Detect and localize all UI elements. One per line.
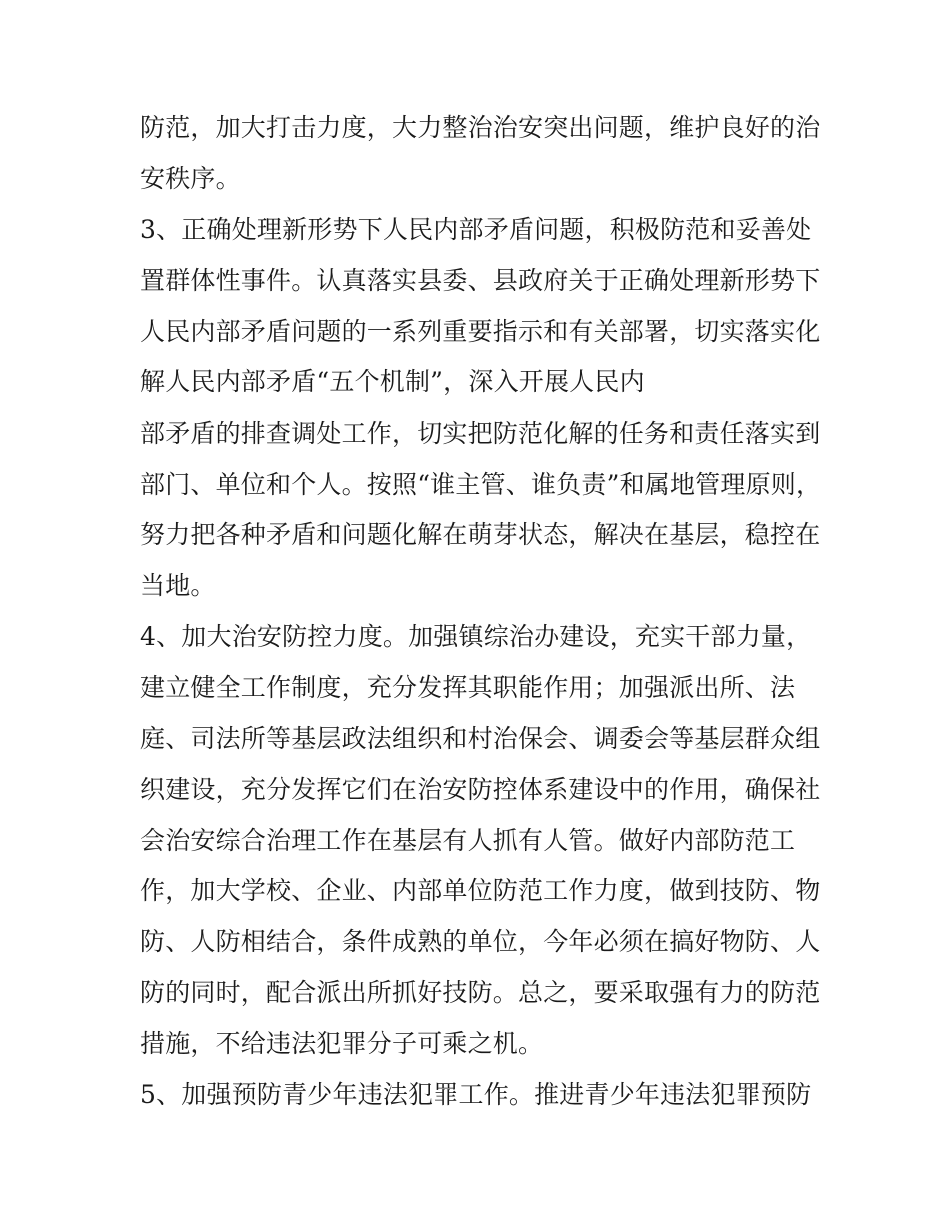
text-line: 庭、司法所等基层政法组织和村治保会、调委会等基层群众组 xyxy=(140,724,821,753)
text-line: 3、正确处理新形势下人民内部矛盾问题，积极防范和妥善处 xyxy=(140,215,812,244)
text-line: 建立健全工作制度，充分发挥其职能作用；加强派出所、法 xyxy=(140,673,796,702)
text-line: 置群体性事件。认真落实县委、县政府关于正确处理新形势下 xyxy=(140,266,821,295)
text-line: 努力把各种矛盾和问题化解在萌芽状态，解决在基层，稳控在 xyxy=(140,520,821,549)
text-line: 解人民内部矛盾“五个机制”，深入开展人民内 xyxy=(140,367,645,396)
text-line: 作，加大学校、企业、内部单位防范工作力度，做到技防、物 xyxy=(140,876,821,905)
text-line: 防、人防相结合，条件成熟的单位，今年必须在搞好物防、人 xyxy=(140,927,821,956)
text-line: 人民内部矛盾问题的一系列重要指示和有关部署，切实落实化 xyxy=(140,317,821,346)
text-line: 4、加大治安防控力度。加强镇综治办建设，充实干部力量， xyxy=(140,622,812,651)
text-line: 措施，不给违法犯罪分子可乘之机。 xyxy=(140,1029,544,1058)
text-line: 安秩序。 xyxy=(140,164,241,193)
text-line: 部矛盾的排查调处工作，切实把防范化解的任务和责任落实到 xyxy=(140,419,821,448)
text-line: 会治安综合治理工作在基层有人抓有人管。做好内部防范工 xyxy=(140,826,796,855)
text-line: 织建设，充分发挥它们在治安防控体系建设中的作用，确保社 xyxy=(140,775,821,804)
text-line: 防范，加大打击力度，大力整治治安突出问题，维护良好的治 xyxy=(140,113,821,142)
text-line: 5、加强预防青少年违法犯罪工作。推进青少年违法犯罪预防 xyxy=(140,1080,812,1109)
text-line: 当地。 xyxy=(140,571,216,600)
text-line: 防的同时，配合派出所抓好技防。总之，要采取强有力的防范 xyxy=(140,978,821,1007)
text-line: 部门、单位和个人。按照“谁主管、谁负责”和属地管理原则， xyxy=(140,470,822,499)
